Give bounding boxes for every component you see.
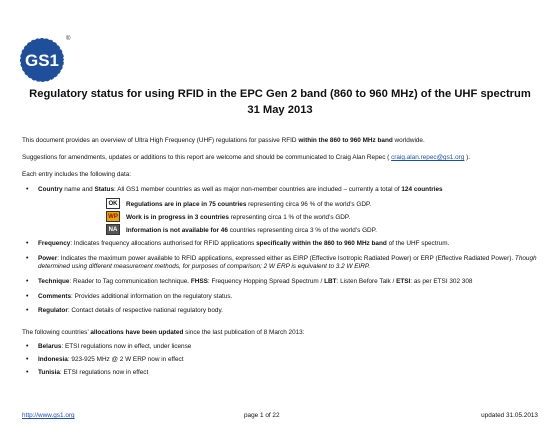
document-title: Regulatory status for using RFID in the EPC Gen 2 band (860 to 960 MHz) of the UHF spectrum xyxy=(29,88,531,100)
update-item: • Tunisia: ETSI regulations now in effect xyxy=(38,369,148,377)
email-link[interactable]: craig.alan.repec@gs1.org xyxy=(391,154,465,161)
update-item: • Indonesia: 923-925 MHz @ 2 W ERP now in effect xyxy=(38,356,184,364)
footer-updated-date: updated 31.05.2013 xyxy=(481,412,538,419)
status-badge-na: NA xyxy=(106,224,120,235)
gs1-logo-icon xyxy=(18,36,66,84)
regulator-item: • Regulator: Contact details of respective national regulatory body. xyxy=(38,307,223,315)
status-badge-ok: OK xyxy=(106,198,120,209)
each-entry-text: Each entry includes the following data: xyxy=(22,171,132,178)
intro-paragraph: This document provides an overview of Ultra High Frequency (UHF) regulations for passive RFID within the 860 to 960 MHz band worldwide. xyxy=(22,137,425,144)
status-na-line: Information is not available for 46 countries representing circa 3 % of the world’s GDP. xyxy=(126,227,377,234)
country-item: • Country name and Status: All GS1 member countries as well as major non-member countries are included – currently a total of 124 countries xyxy=(38,186,443,194)
suggestions-paragraph: Suggestions for amendments, updates or additions to this report are welcome and should be communicated to Craig Alan Repec ( craig.alan.repec@gs1.org ). xyxy=(22,154,471,161)
status-badge-wp: WP xyxy=(106,211,120,222)
power-item: • Power: Indicates the maximum power available to RFID applications, expressed either as EIRP (Effective Isotropic Radiated Power) or ERP (Effective Radiated Power). Though determined using different measurement methods, for purposes of comparison; 2 W ERP is equivalent to 3.2 W EIRP. xyxy=(38,255,538,271)
comments-item: • Comments: Provides additional information on the regulatory status. xyxy=(38,293,232,301)
updated-paragraph: The following countries’ allocations have been updated since the last publication of 8 March 2013: xyxy=(22,329,305,336)
status-ok-line: Regulations are in place in 75 countries representing circa 96 % of the world’s GDP. xyxy=(126,201,372,208)
technique-item: • Technique: Reader to Tag communication technique. FHSS: Frequency Hopping Spread Spectrum / LBT: Listen Before Talk / ETSI: as per ETSI 302 308 xyxy=(38,278,472,286)
frequency-item: • Frequency: Indicates frequency allocations authorised for RFID applications specifically within the 860 to 960 MHz band of the UHF spectrum. xyxy=(38,240,449,248)
footer-page-number: page 1 of 22 xyxy=(244,412,280,419)
gs1-logo xyxy=(18,36,66,84)
document-date: 31 May 2013 xyxy=(247,104,313,116)
status-wp-line: Work is in progress in 3 countries representing circa 1 % of the world’s GDP. xyxy=(126,214,351,221)
footer-website-link[interactable]: http://www.gs1.org xyxy=(22,412,75,419)
registered-mark: ® xyxy=(66,36,71,42)
update-item: • Belarus: ETSI regulations now in effect, under license xyxy=(38,343,191,351)
logo-text: GS1 xyxy=(24,51,60,70)
